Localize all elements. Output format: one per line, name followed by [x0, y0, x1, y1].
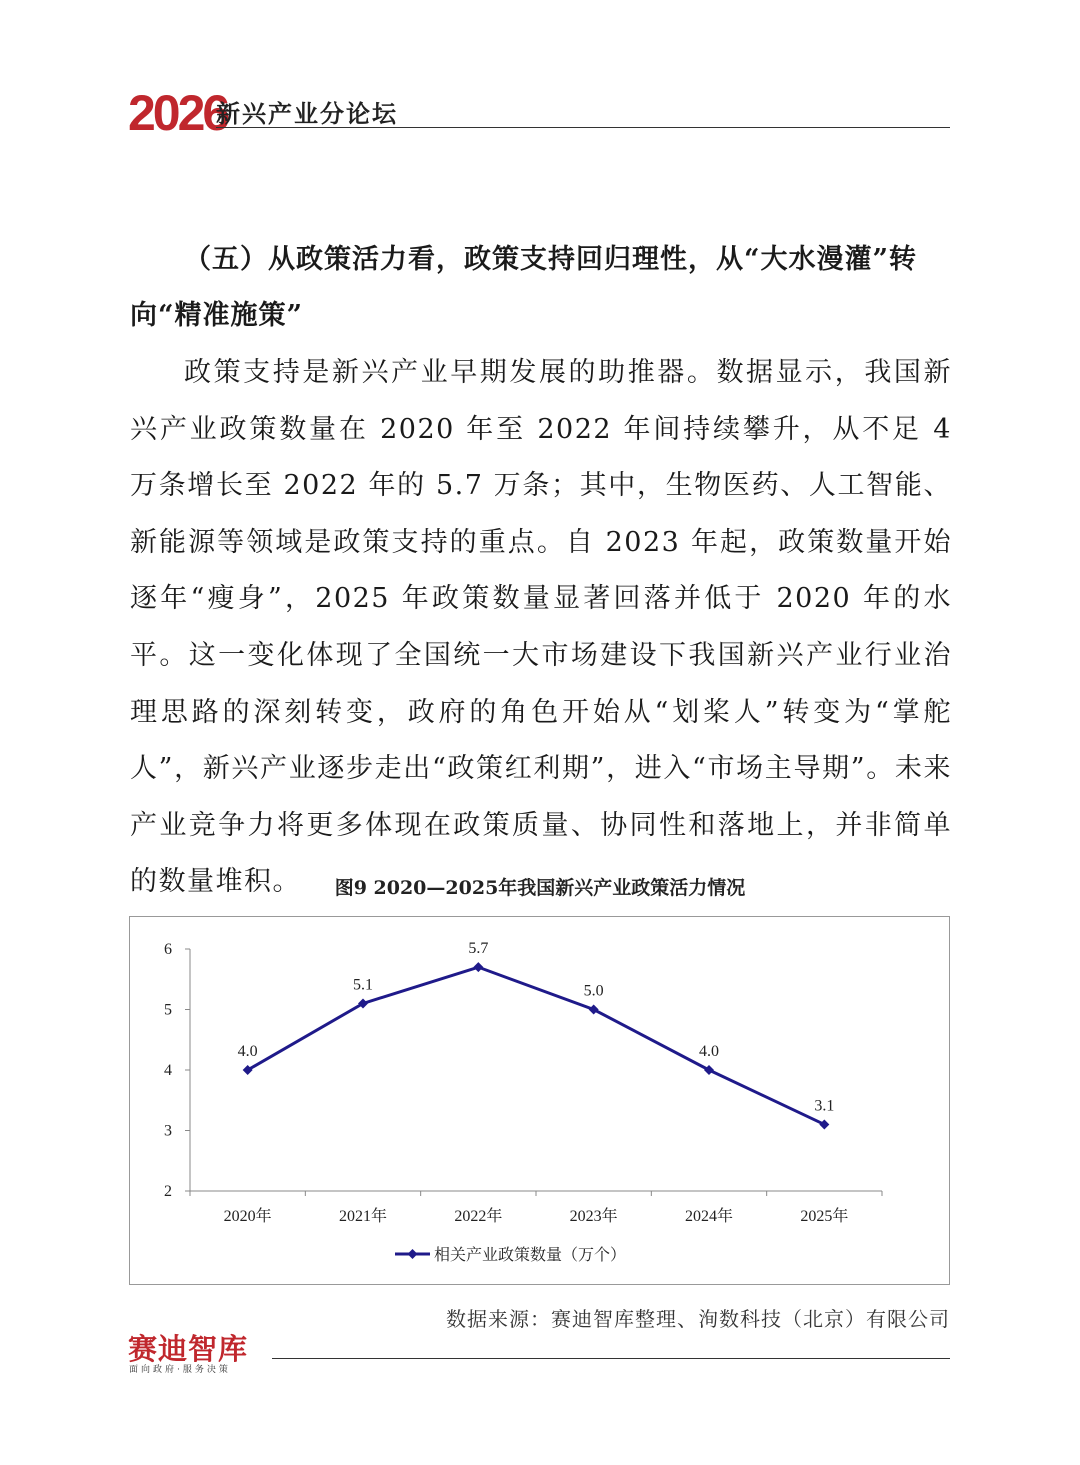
data-point-marker	[473, 962, 483, 972]
figure-caption: 图9 2020—2025年我国新兴产业政策活力情况	[334, 877, 746, 899]
data-point-marker	[819, 1119, 829, 1129]
data-label: 4.0	[699, 1043, 719, 1060]
y-tick-label: 4	[164, 1062, 172, 1079]
series-line	[248, 967, 825, 1124]
x-tick-label: 2025年	[800, 1208, 849, 1225]
section-heading: （五）从政策活力看，政策支持回归理性，从“大水漫灌”转向“精准施策”	[130, 244, 918, 331]
x-tick-label: 2023年	[569, 1208, 618, 1225]
line-chart	[129, 916, 950, 1285]
y-tick-label: 6	[164, 941, 172, 958]
data-label: 3.1	[814, 1097, 835, 1115]
event-logo: 2026	[128, 85, 228, 141]
chart-canvas	[130, 917, 951, 1286]
legend-swatch-marker	[408, 1249, 418, 1259]
x-tick-label: 2021年	[338, 1208, 388, 1225]
think-tank-tagline: 面向政府·服务决策	[129, 1365, 231, 1375]
header-divider	[216, 127, 950, 128]
footer-divider	[272, 1358, 950, 1359]
data-label: 4.0	[237, 1043, 258, 1060]
x-tick-label: 2020年	[223, 1208, 272, 1225]
legend-label: 相关产业政策数量（万个）	[434, 1245, 627, 1264]
x-tick-label: 2022年	[454, 1208, 503, 1225]
data-label: 5.1	[353, 976, 373, 994]
data-source-note: 数据来源：赛迪智库整理、洵数科技（北京）有限公司	[446, 1307, 950, 1331]
x-tick-label: 2024年	[684, 1208, 734, 1225]
data-label: 5.0	[583, 982, 604, 1000]
y-tick-label: 5	[164, 1001, 172, 1019]
y-tick-label: 3	[164, 1122, 172, 1140]
think-tank-logo: 赛迪智库	[128, 1332, 249, 1366]
y-tick-label: 2	[164, 1183, 172, 1200]
forum-title: 新兴产业分论坛	[216, 100, 398, 128]
body-paragraph: 政策支持是新兴产业早期发展的助推器。数据显示，我国新兴产业政策数量在 2020 年至 2022 年间持续攀升，从不足 4 万条增长至 2022 年的 5.7 万条；其中，生物医药、人工智能、新能源等领域是政策支持的重点。自 2023 年起，政策数量开始逐年“瘦身”，2025 年政策数量显著回落并低于 2020 年的水平。这一变化体现了全国统一大市场建设下我国新兴产业行业治理思路的深刻转变，政府的角色开始从“划桨人”转变为“掌舵人”，新兴产业逐步走出“政策红利期”，进入“市场主导期”。未来产业竞争力将更多体现在政策质量、协同性和落地上，并非简单的数量堆积。	[130, 357, 952, 898]
data-label: 5.7	[468, 940, 489, 958]
